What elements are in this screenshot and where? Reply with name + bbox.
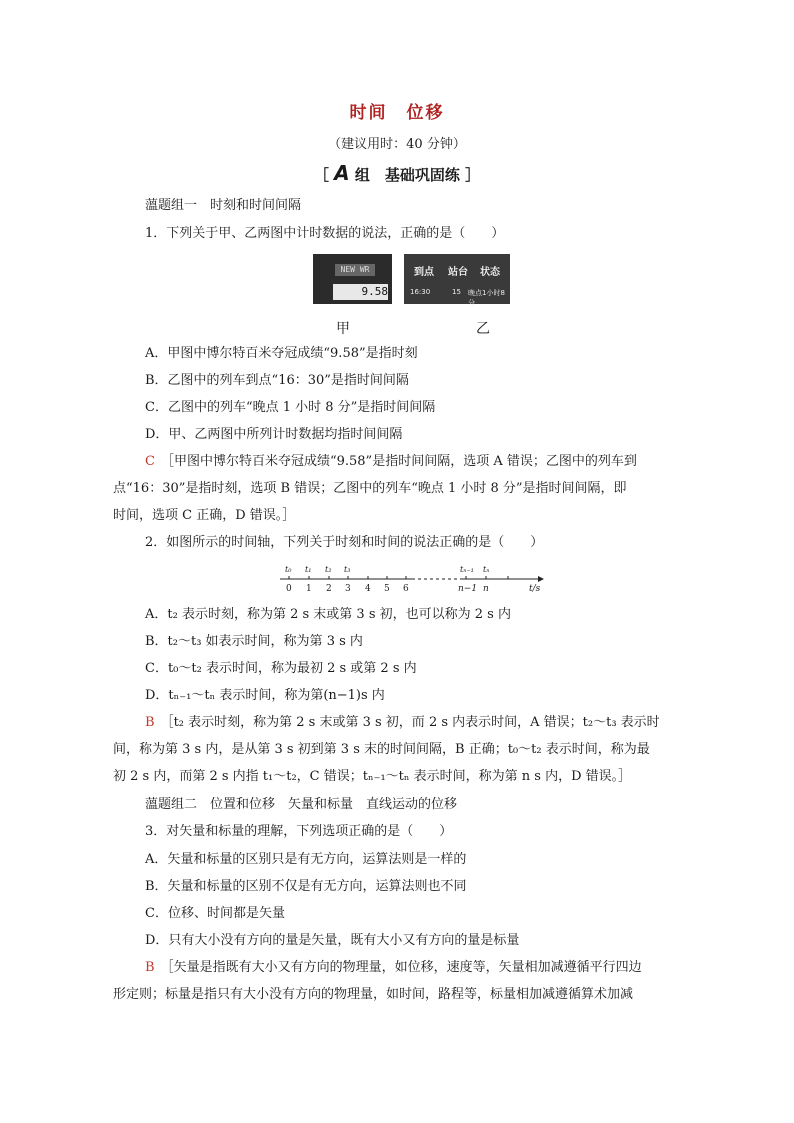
photo-time-display: 9.58 xyxy=(333,284,388,300)
tick-top-t1: t₁ xyxy=(305,565,312,574)
q3-option-a: A．矢量和标量的区别只是有无方向，运算法则是一样的 xyxy=(145,852,467,867)
q2-answer-line-1 xyxy=(145,713,685,733)
tick-top-t3: t₃ xyxy=(344,565,351,574)
tick-bottom-1: 1 xyxy=(306,584,312,594)
tick-top-t2: t₂ xyxy=(325,565,332,574)
group-heading xyxy=(0,161,794,185)
section-heading-2: 薀题组二 位置和位移 矢量和标量 直线运动的位移 xyxy=(145,797,458,812)
bracket-close: ］ xyxy=(465,166,481,184)
q3-option-d: D．只有大小没有方向的量是矢量，既有大小又有方向的量是标量 xyxy=(145,933,520,948)
q3-option-c: C．位移、时间都是矢量 xyxy=(145,906,285,921)
question-1-stem: 1．下列关于甲、乙两图中计时数据的说法，正确的是（ ） xyxy=(145,226,505,241)
group-letter: A xyxy=(334,161,350,185)
question-3-stem: 3．对矢量和标量的理解，下列选项正确的是（ ） xyxy=(145,824,453,839)
axis-unit-label: t/s xyxy=(529,584,541,594)
tick-bottom-5: 5 xyxy=(384,584,390,594)
q2-option-b: B．t₂～t₃ 如表示时间，称为第 3 s 内 xyxy=(145,634,363,649)
q1-answer-line-1 xyxy=(145,452,685,472)
page-title: 时间 位移 xyxy=(349,103,445,123)
train-board-photo xyxy=(404,254,510,307)
scoreboard-photo xyxy=(313,254,392,304)
section-heading-1: 薀题组一 时刻和时间间隔 xyxy=(145,198,302,213)
photo-record-label: NEW WR xyxy=(335,264,375,276)
q3-answer-line-2: 形定则；标量是指只有大小没有方向的物理量，如时间，路程等，标量相加减遵循算术加减 xyxy=(113,987,634,1002)
q1-option-b: B．乙图中的列车到点“16：30”是指时间间隔 xyxy=(145,373,409,388)
recommended-time: （建议用时：40 分钟） xyxy=(328,137,466,152)
board-header-platform: 站台 xyxy=(448,267,468,278)
q3-answer-text-1: ［矢量是指既有大小又有方向的物理量，如位移，速度等，矢量相加减遵循平行四边 xyxy=(160,960,642,975)
caption-jia: 甲 xyxy=(336,321,350,337)
q3-option-b: B．矢量和标量的区别不仅是有无方向，运算法则也不同 xyxy=(145,879,467,894)
tick-bottom-0: 0 xyxy=(286,584,292,594)
q3-answer-line-1 xyxy=(145,958,685,978)
q2-answer-text-1: ［t₂ 表示时刻，称为第 2 s 末或第 3 s 初，而 2 s 内表示时间，A 错误；t₂～t₃ 表示时 xyxy=(160,715,660,730)
tick-top-t0: t₀ xyxy=(285,565,292,574)
board-platform-value: 15 xyxy=(452,288,461,296)
q1-option-d: D．甲、乙两图中所列计时数据均指时间间隔 xyxy=(145,427,403,442)
tick-bottom-n: n xyxy=(483,584,489,594)
board-header-arrival: 到点 xyxy=(414,267,434,278)
q2-option-a: A．t₂ 表示时刻，称为第 2 s 末或第 3 s 初，也可以称为 2 s 内 xyxy=(145,607,511,622)
board-header-status: 状态 xyxy=(480,267,500,278)
tick-bottom-4: 4 xyxy=(365,584,371,594)
q1-answer-letter: C xyxy=(145,454,155,469)
tick-bottom-3: 3 xyxy=(345,584,351,594)
group-text: 组 基础巩固练 xyxy=(354,166,460,184)
q2-answer-line-3: 初 2 s 内，而第 2 s 内指 t₁～t₂，C 错误；tₙ₋₁～tₙ 表示时间，称为第 n s 内，D 错误。］ xyxy=(113,769,632,784)
q2-answer-line-2: 间，称为第 3 s 内，是从第 3 s 初到第 3 s 末的时间间隔，B 正确；t₀～t₂ 表示时间，称为最 xyxy=(113,742,650,757)
caption-yi: 乙 xyxy=(476,321,490,337)
tick-bottom-n-1: n−1 xyxy=(458,584,478,594)
bracket-open: ［ xyxy=(313,166,329,184)
board-arrival-time: 16:30 xyxy=(410,288,431,296)
tick-top-tn: tₙ xyxy=(483,565,490,574)
q2-answer-letter: B xyxy=(145,715,155,730)
q1-answer-text-1: ［甲图中博尔特百米夺冠成绩“9.58”是指时间间隔，选项 A 错误；乙图中的列车到 xyxy=(160,454,637,469)
tick-bottom-2: 2 xyxy=(326,584,332,594)
q1-option-c: C．乙图中的列车“晚点 1 小时 8 分”是指时间间隔 xyxy=(145,400,436,415)
board-status-value: 晚点1小时8分 xyxy=(468,289,505,307)
tick-bottom-6: 6 xyxy=(403,584,409,594)
q2-option-c: C．t₀～t₂ 表示时间，称为最初 2 s 或第 2 s 内 xyxy=(145,661,417,676)
q1-answer-line-2: 点“16：30”是指时刻，选项 B 错误；乙图中的列车“晚点 1 小时 8 分”是指时间间隔，即 xyxy=(113,481,627,496)
q1-answer-line-3: 时间，选项 C 正确，D 错误。］ xyxy=(113,508,296,523)
time-axis-figure xyxy=(276,563,548,595)
axis-arrow-icon xyxy=(538,576,544,582)
q3-answer-letter: B xyxy=(145,960,155,975)
q1-option-a: A．甲图中博尔特百米夺冠成绩“9.58”是指时刻 xyxy=(145,346,418,361)
question-2-stem: 2．如图所示的时间轴，下列关于时刻和时间的说法正确的是（ ） xyxy=(145,535,544,550)
tick-top-tn-1: tₙ₋₁ xyxy=(460,565,474,574)
q2-option-d: D．tₙ₋₁～tₙ 表示时间，称为第(n−1)s 内 xyxy=(145,688,385,703)
